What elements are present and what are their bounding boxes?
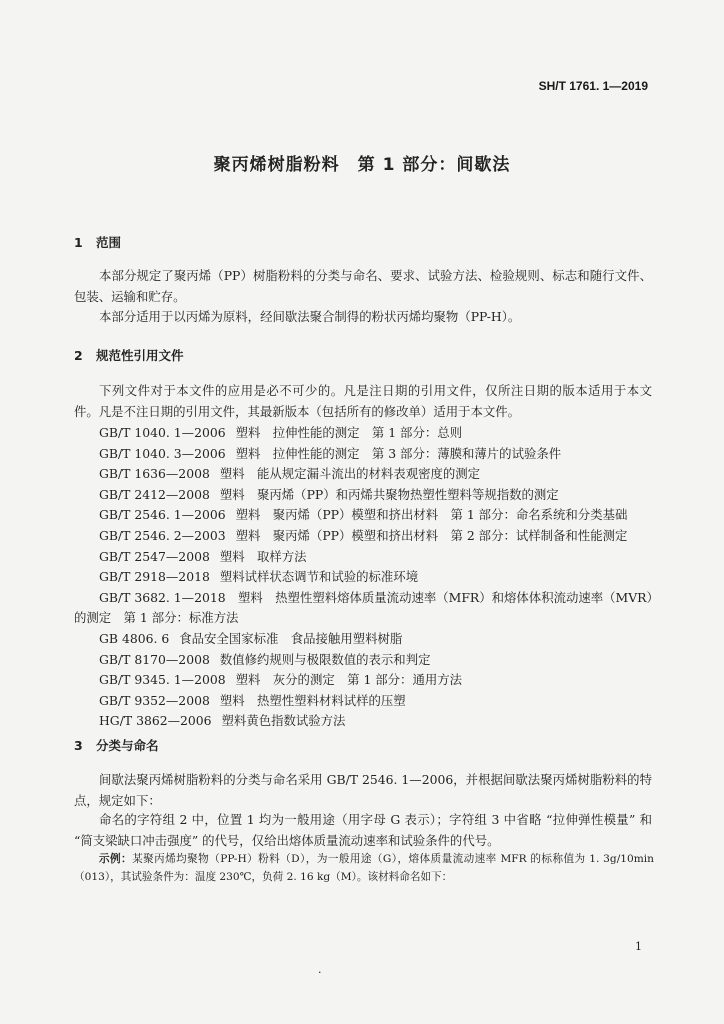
reference-code: GB/T 8170—2008 <box>99 651 210 667</box>
reference-item <box>99 423 659 444</box>
reference-code: GB/T 1636—2008 <box>99 466 210 482</box>
reference-title: 塑料 聚丙烯（PP）模塑和挤出材料 第 2 部分：试样制备和性能测定 <box>235 527 628 543</box>
section-2-intro: 下列文件对于本文件的应用是必不可少的。凡是注日期的引用文件，仅所注日期的版本适用于本文件。凡是不注日期的引用文件，其最新版本（包括所有的修改单）适用于本文件。 <box>74 383 652 419</box>
reference-code: GB 4806. 6 <box>99 630 170 646</box>
reference-title: 塑料 热塑性塑料材料试样的压塑 <box>219 692 406 708</box>
reference-item <box>99 444 659 465</box>
reference-item <box>99 464 659 485</box>
reference-item <box>99 547 659 568</box>
reference-item <box>99 567 659 588</box>
reference-title: 塑料试样状态调节和试验的标准环境 <box>219 569 419 585</box>
reference-title: 塑料 聚丙烯（PP）和丙烯共聚物热塑性塑料等规指数的测定 <box>219 486 559 502</box>
section-title: 规范性引用文件 <box>96 348 184 363</box>
document-code: SH/T 1761. 1—2019 <box>538 79 648 93</box>
section-3-heading <box>74 736 159 754</box>
reference-code: GB/T 2546. 1—2006 <box>99 507 226 523</box>
reference-item <box>99 485 659 506</box>
example-text: 某聚丙烯均聚物（PP-H）粉料（D），为一般用途（G），熔体质量流动速率 MFR 的标称值为 1. 3g/10min（013），其试验条件为：温度 230℃，负荷 2. 16 kg（M）。该材料命名如下： <box>74 853 655 883</box>
section-title: 分类与命名 <box>96 738 159 753</box>
page-number: 1 <box>635 940 642 953</box>
section-1-paragraph-1: 本部分规定了聚丙烯（PP）树脂粉料的分类与命名、要求、试验方法、检验规则、标志和随行文件、包装、运输和贮存。 <box>74 268 652 304</box>
reference-item-long: GB/T 3682. 1—2018 塑料 热塑性塑料熔体质量流动速率（MFR）和熔体体积流动速率（MVR）的测定 第 1 部分：标准方法 <box>74 589 659 626</box>
reference-code: HG/T 3862—2006 <box>99 713 212 729</box>
reference-title: 塑料 取样方法 <box>219 548 307 564</box>
reference-title: 塑料 灰分的测定 第 1 部分：通用方法 <box>235 672 463 688</box>
reference-title: 食品安全国家标准 食品接触用塑料树脂 <box>179 630 403 646</box>
section-number: 2 <box>74 348 83 363</box>
reference-title: 塑料 拉伸性能的测定 第 1 部分：总则 <box>235 425 463 440</box>
section-2-heading <box>74 346 184 364</box>
reference-list <box>74 423 659 732</box>
reference-item <box>99 650 659 671</box>
example-block <box>74 850 654 886</box>
reference-code: GB/T 2412—2008 <box>99 486 210 502</box>
reference-item <box>99 629 659 650</box>
example-label: 示例： <box>99 853 133 865</box>
reference-title: 塑料 聚丙烯（PP）模塑和挤出材料 第 1 部分：命名系统和分类基础 <box>235 507 628 523</box>
reference-code: GB/T 1040. 3—2006 <box>99 445 226 461</box>
document-title <box>0 150 724 175</box>
section-1-paragraph-2: 本部分适用于以丙烯为原料，经间歇法聚合制得的粉状丙烯均聚物（PP-H）。 <box>99 309 521 324</box>
reference-title: 数值修约规则与极限数值的表示和判定 <box>219 651 431 667</box>
reference-title: 塑料 能从规定漏斗流出的材料表观密度的测定 <box>219 466 481 482</box>
reference-item <box>99 526 659 547</box>
reference-title: 塑料 拉伸性能的测定 第 3 部分：薄膜和薄片的试验条件 <box>235 445 562 461</box>
reference-code: GB/T 2546. 2—2003 <box>99 527 226 543</box>
reference-title: 塑料黄色指数试验方法 <box>221 713 346 729</box>
section-1-heading <box>74 233 121 251</box>
reference-item <box>99 670 659 691</box>
reference-code: GB/T 9352—2008 <box>99 692 210 708</box>
reference-code: GB/T 1040. 1—2006 <box>99 425 226 440</box>
reference-item <box>99 711 659 732</box>
footer-mark: . <box>318 963 322 976</box>
title-main: 聚丙烯树脂粉料 <box>213 155 340 175</box>
section-3-paragraph-2: 命名的字符组 2 中，位置 1 均为一般用途（用字母 G 表示）；字符组 3 中省略 “拉伸弹性模量” 和 “简支梁缺口冲击强度” 的代号，仅给出熔体质量流动速率和试验条件的代号。 <box>74 812 652 848</box>
reference-code: GB/T 2918—2018 <box>99 569 210 585</box>
title-part: 第 1 部分：间歇法 <box>357 155 511 175</box>
section-number: 3 <box>74 738 83 753</box>
section-3-paragraph-1: 间歇法聚丙烯树脂粉料的分类与命名采用 GB/T 2546. 1—2006，并根据间歇法聚丙烯树脂粉料的特点，规定如下： <box>74 772 652 808</box>
reference-code: GB/T 2547—2008 <box>99 548 210 564</box>
reference-item <box>99 505 659 526</box>
reference-item <box>99 691 659 712</box>
section-title: 范围 <box>96 235 122 250</box>
reference-code: GB/T 9345. 1—2008 <box>99 672 226 688</box>
section-number: 1 <box>74 235 83 250</box>
